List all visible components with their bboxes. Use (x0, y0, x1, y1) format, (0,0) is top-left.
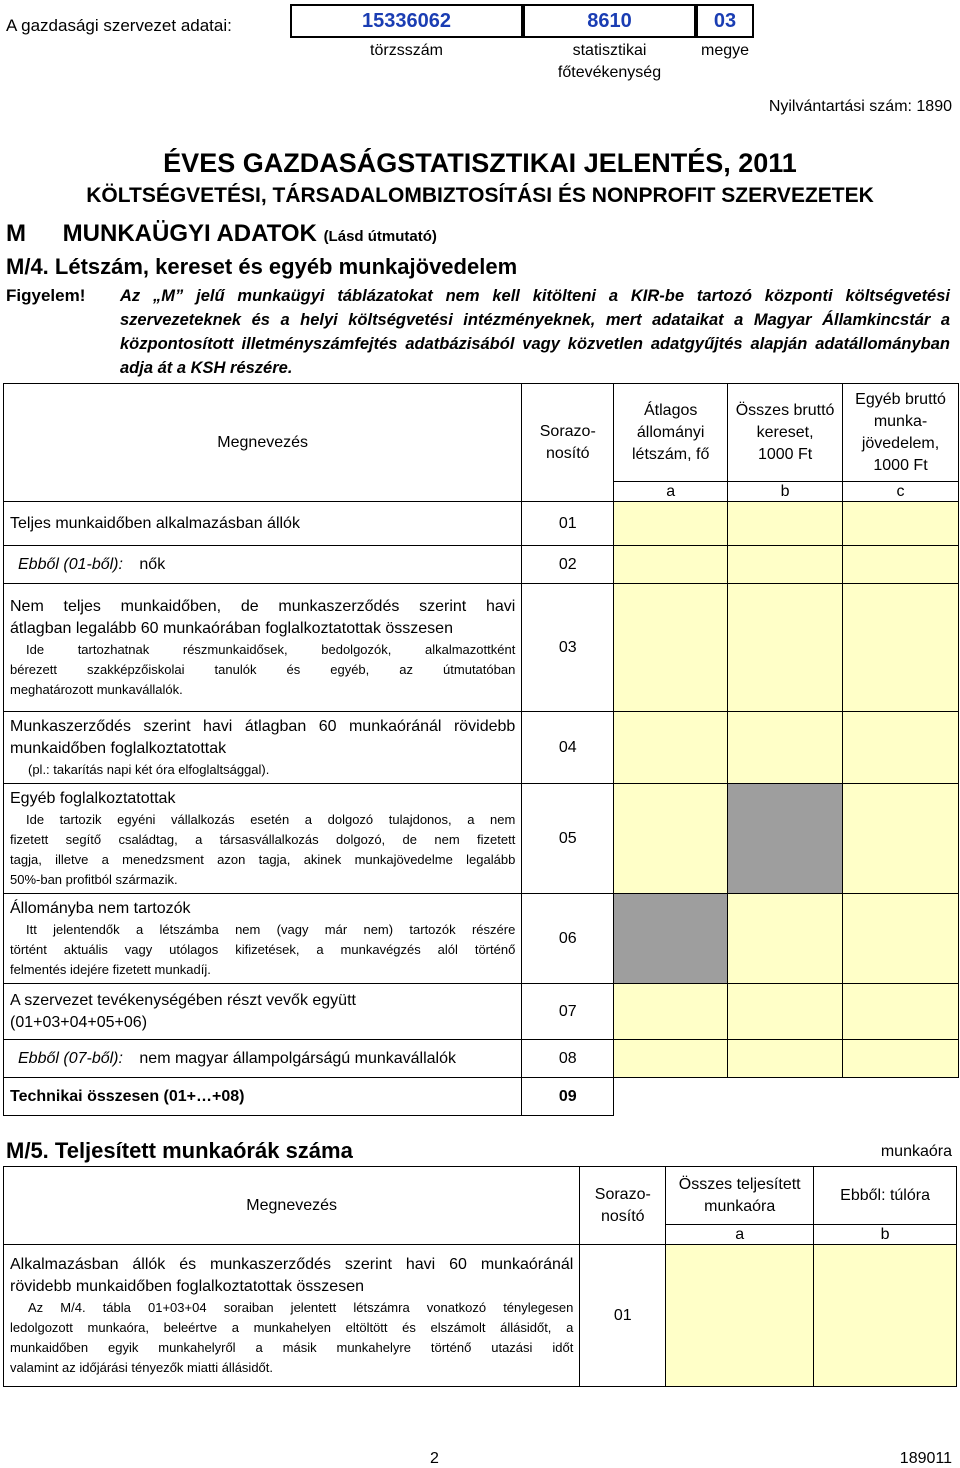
table-row (4, 1245, 957, 1387)
notice-label: Figyelem! (6, 286, 86, 305)
m5-unit: munkaóra (880, 1143, 952, 1160)
m4-r05-note-line2: fizetett segítő családtag, a társasvállalkozás dolgozó, de nem fizetett (10, 831, 516, 847)
m4-r07-text-line1: A szervezet tevékenységében részt vevők együtt (10, 991, 356, 1009)
table-row (4, 712, 959, 784)
m4-r06-code: 06 (522, 894, 614, 984)
m4-r02-a-input[interactable] (614, 546, 728, 584)
m5-r01-note-line2: ledolgozott munkaóra, beleértve a munkahelyen eltöltött és elszámolt állásidőt, a (10, 1319, 574, 1335)
table-row (4, 1040, 959, 1078)
m4-r06-note-line3: felmentés idejére fizetett munkadíj. (10, 961, 211, 977)
m4-r09-code: 09 (522, 1078, 614, 1116)
m4-r05-a-input[interactable] (614, 784, 728, 894)
m4-r06-text: Állományba nem tartozók (10, 899, 191, 917)
m4-r02-prefix: Ebből (01-ből): (18, 555, 123, 573)
m4-r04-note: (pl.: takarítás napi két óra elfoglaltsággal). (28, 761, 270, 777)
table-row (4, 584, 959, 712)
m4-r03-cell (4, 584, 522, 712)
table-row (4, 1078, 959, 1116)
m4-r07-cell (4, 984, 522, 1040)
table-row (4, 784, 959, 894)
m4-r06-a-blocked (614, 894, 728, 984)
m4-header-a (614, 384, 728, 482)
table-row (4, 894, 959, 984)
m4-r06-note-line2: történt aktuális vagy utólagos kifizetések, a munkavégzés alól történő (10, 941, 516, 957)
m5-letter-b: b (814, 1225, 957, 1245)
m4-table (3, 383, 959, 1116)
m4-r01-b-input[interactable] (728, 502, 843, 546)
m4-r08-code: 08 (522, 1040, 614, 1078)
m4-r07-text-line2: (01+03+04+05+06) (10, 1013, 148, 1031)
m4-header-a-line2: állományi (636, 423, 705, 441)
m4-r03-text-line2: átlagban legalább 60 munkaórában foglalkoztatottak összesen (10, 619, 453, 637)
m5-r01-text-line1: Alkalmazásban állók és munkaszerződés szerint havi 60 munkaóránál (10, 1255, 574, 1273)
m4-header-row-id-line1: Sorazo- (539, 422, 596, 440)
m4-r02-text: nők (139, 555, 166, 573)
org-label: A gazdasági szervezet adatai: (6, 16, 232, 35)
m4-r07-code: 07 (522, 984, 614, 1040)
m4-r04-text-line1: Munkaszerződés szerint havi átlagban 60 munkaóránál rövidebb (10, 717, 516, 735)
table-row (4, 502, 959, 546)
table-row (4, 546, 959, 584)
torzsszam-field[interactable]: 15336062 (290, 4, 523, 38)
tevekenyseg-label (523, 40, 696, 84)
section-note: (Lásd útmutató) (323, 228, 437, 245)
m4-r08-prefix: Ebből (07-ből): (18, 1049, 123, 1067)
m4-r03-note-line1: Ide tartozhatnak részmunkaidősek, bedolgozók, alkalmazottként (26, 641, 516, 657)
form-code: 189011 (899, 1450, 952, 1467)
section-title: MUNKAÜGYI ADATOK (62, 220, 317, 247)
torzsszam-label: törzsszám (370, 42, 443, 59)
m5-r01-a-input[interactable] (666, 1245, 814, 1387)
m4-header-b-line1: Összes bruttó (735, 401, 835, 419)
megye-field[interactable]: 03 (696, 4, 754, 38)
m4-r02-b-input[interactable] (728, 546, 843, 584)
m4-r05-cell (4, 784, 522, 894)
m4-r08-cell (4, 1040, 522, 1078)
m4-header-c-line4: 1000 Ft (873, 456, 928, 474)
m4-r04-a-input[interactable] (614, 712, 728, 784)
m4-r06-note-line1: Itt jelentendők a létszámba nem (vagy már nem) tartozók részére (26, 921, 516, 937)
m4-header-c-line1: Egyéb bruttó (855, 390, 946, 408)
m4-r03-note-line2: bérezett szakképzőiskolai tanulók és egyéb, az útmutatóban (10, 661, 516, 677)
megye-label: megye (700, 42, 750, 59)
m4-r05-note-line3: tagja, illetve a menedzsment azon tagja, akinek munkajövedelme legalább (10, 851, 516, 867)
m4-r08-c-input[interactable] (843, 1040, 959, 1078)
m4-r09-empty-a (614, 1078, 728, 1116)
m4-header-row-id (522, 384, 614, 502)
m4-r08-a-input[interactable] (614, 1040, 728, 1078)
m5-r01-b-input[interactable] (814, 1245, 957, 1387)
m4-r05-text: Egyéb foglalkoztatottak (10, 789, 176, 807)
m4-r02-code: 02 (522, 546, 614, 584)
m4-r02-cell (4, 546, 522, 584)
m4-r04-code: 04 (522, 712, 614, 784)
sub-title: KÖLTSÉGVETÉSI, TÁRSADALOMBIZTOSÍTÁSI ÉS NONPROFIT SZERVEZETEK (86, 184, 874, 207)
section-letter: M (6, 220, 26, 247)
m4-header-b-line3: 1000 Ft (757, 445, 813, 463)
m4-r04-b-input[interactable] (728, 712, 843, 784)
m4-title: M/4. Létszám, kereset és egyéb munkajövedelem (6, 254, 518, 279)
m4-r07-b-input[interactable] (728, 984, 843, 1040)
m5-letter-a: a (666, 1225, 814, 1245)
m4-r05-c-input[interactable] (843, 784, 959, 894)
m4-r03-text-line1: Nem teljes munkaidőben, de munkaszerződés szerint havi (10, 597, 516, 615)
m5-header-b: Ebből: túlóra (814, 1167, 957, 1225)
page-number: 2 (430, 1450, 439, 1467)
m4-r09-empty-b (728, 1078, 843, 1116)
m4-r06-cell (4, 894, 522, 984)
m4-r03-a-input[interactable] (614, 584, 728, 712)
m5-header-a (666, 1167, 814, 1225)
m4-r05-b-blocked (728, 784, 843, 894)
tevekenyseg-label-line1: statisztikai (572, 42, 647, 59)
m5-r01-code: 01 (580, 1245, 666, 1387)
m5-header-row-id-line1: Sorazo- (594, 1185, 651, 1203)
m4-header-a-line1: Átlagos (644, 401, 698, 419)
m5-header-row-id-line2: nosító (600, 1207, 645, 1225)
registration-number: Nyilvántartási szám: 1890 (768, 98, 952, 115)
m5-header-row-id (580, 1167, 666, 1245)
m4-r03-note-line3: meghatározott munkavállalók. (10, 681, 183, 697)
tevekenyseg-label-line2: főtevékenység (557, 64, 662, 81)
m4-letter-a: a (614, 482, 728, 502)
m5-r01-text-line2: rövidebb munkaidőben foglalkoztatottak összesen (10, 1277, 364, 1295)
m4-header-a-line3: létszám, fő (632, 445, 710, 463)
m5-header-a-line2: munkaóra (704, 1197, 776, 1215)
m4-r07-c-input[interactable] (843, 984, 959, 1040)
m4-r01-text: Teljes munkaidőben alkalmazásban állók (4, 502, 522, 546)
m4-header-row-id-line2: nosító (545, 444, 590, 462)
m4-header-c-line3: jövedelem, (861, 434, 940, 452)
m4-r08-b-input[interactable] (728, 1040, 843, 1078)
m4-r04-c-input[interactable] (843, 712, 959, 784)
m4-r03-c-input[interactable] (843, 584, 959, 712)
m4-r09-text: Technikai összesen (01+…+08) (4, 1078, 522, 1116)
m4-r03-code: 03 (522, 584, 614, 712)
m4-header-c-line2: munka- (873, 412, 928, 430)
section-heading (6, 220, 437, 248)
m4-header-b-line2: kereset, (756, 423, 814, 441)
m4-header-c (843, 384, 959, 482)
m4-r05-note-line4: 50%-ban profitból származik. (10, 871, 178, 887)
table-row (4, 984, 959, 1040)
notice-text: Az „M” jelű munkaügyi táblázatokat nem kell kitölteni a KIR-be tartozó központi költségvetési szervezeteknek és a helyi költségvetési intézményeknek, mert adataikat a Magyar Államkincstár a központosított illetményszámfejtés adatbázisából vagy közvetlen adatgyűjtés alapján adatállományban adja át a KSH részére. (120, 287, 950, 377)
m4-r09-empty-c (843, 1078, 959, 1116)
m4-r05-note-line1: Ide tartozik egyéni vállalkozás esetén a dolgozó tulajdonos, a nem (26, 811, 516, 827)
m4-header-b (728, 384, 843, 482)
tevekenyseg-field[interactable]: 8610 (523, 4, 696, 38)
m4-r01-a-input[interactable] (614, 502, 728, 546)
m5-r01-note-line3: munkaidőben egyik munkahelyről a másik munkahelyre történő utazási időt (10, 1339, 574, 1355)
m4-letter-c: c (843, 482, 959, 502)
m4-r07-a-input[interactable] (614, 984, 728, 1040)
m4-r02-c-input[interactable] (843, 546, 959, 584)
m5-table (3, 1166, 957, 1387)
m5-header-a-line1: Összes teljesített (678, 1175, 801, 1193)
m4-r01-c-input[interactable] (843, 502, 959, 546)
m4-r04-text-line2: munkaidőben foglalkoztatottak (10, 739, 227, 757)
m5-r01-note-line4: valamint az időjárási tényezők miatti állásidőt. (10, 1359, 274, 1375)
m5-title: M/5. Teljesített munkaórák száma (6, 1138, 353, 1163)
m4-r06-b-input[interactable] (728, 894, 843, 984)
m4-header-name: Megnevezés (4, 384, 522, 502)
main-title: ÉVES GAZDASÁGSTATISZTIKAI JELENTÉS, 2011 (163, 148, 797, 178)
m4-letter-b: b (728, 482, 843, 502)
m4-r03-b-input[interactable] (728, 584, 843, 712)
m5-r01-cell (4, 1245, 580, 1387)
m4-r08-text: nem magyar állampolgárságú munkavállalók (139, 1049, 457, 1067)
m5-header-name: Megnevezés (4, 1167, 580, 1245)
m5-r01-note-line1: Az M/4. tábla 01+03+04 soraiban jelentett létszámra vonatkozó ténylegesen (28, 1299, 574, 1315)
m4-r05-code: 05 (522, 784, 614, 894)
m4-r01-code: 01 (522, 502, 614, 546)
m4-r06-c-input[interactable] (843, 894, 959, 984)
m4-r04-cell (4, 712, 522, 784)
